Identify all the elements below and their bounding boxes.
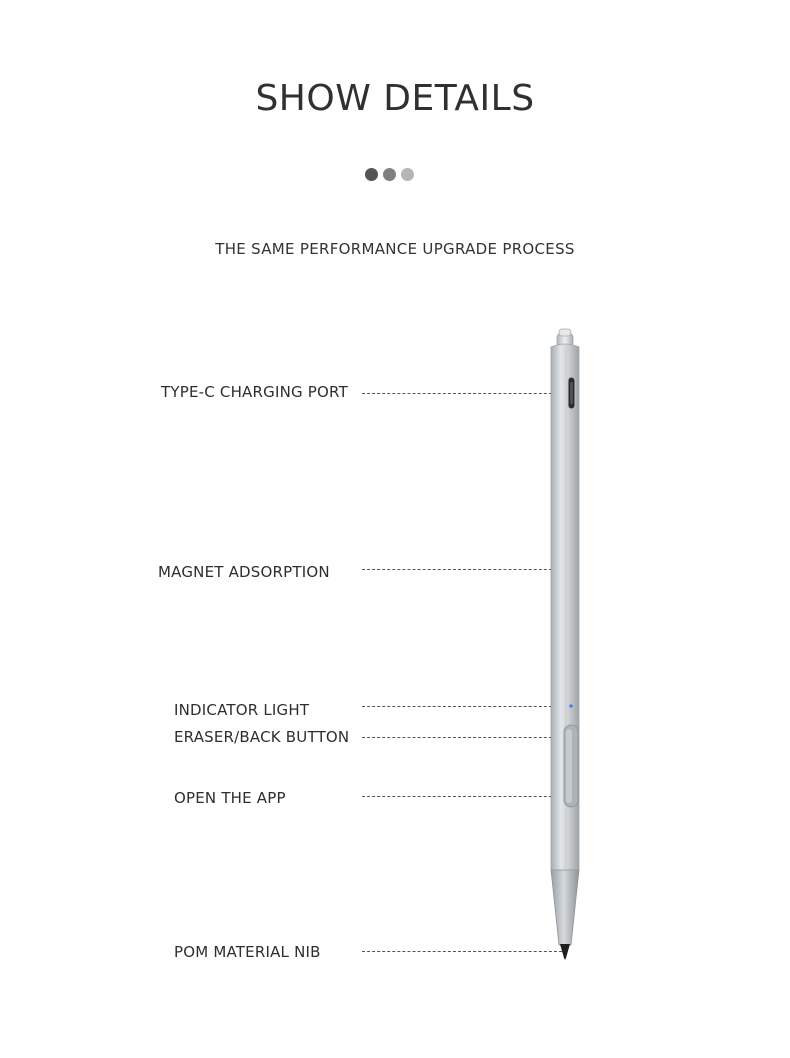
callout-label-type-c: TYPE-C CHARGING PORT [161, 383, 348, 401]
pager-dot-1[interactable] [365, 168, 378, 181]
pen-taper [551, 870, 579, 945]
page-subtitle: THE SAME PERFORMANCE UPGRADE PROCESS [215, 240, 575, 258]
callout-label-open-app: OPEN THE APP [174, 789, 286, 807]
callout-label-nib: POM MATERIAL NIB [174, 943, 321, 961]
callout-leader-magnet [362, 569, 562, 570]
callout-label-eraser: ERASER/BACK BUTTON [174, 728, 350, 746]
indicator-light-icon [569, 704, 572, 707]
callout-leader-indicator [362, 706, 562, 707]
callout-leader-eraser [362, 737, 562, 738]
page-title: SHOW DETAILS [255, 78, 535, 119]
pager-dot-2[interactable] [383, 168, 396, 181]
pen-nib [560, 944, 570, 960]
pager-dot-3[interactable] [401, 168, 414, 181]
stylus-pen-illustration [540, 325, 600, 965]
callout-label-indicator: INDICATOR LIGHT [174, 701, 310, 719]
callout-leader-open-app [362, 796, 562, 797]
pager-dots [365, 168, 425, 182]
callout-leader-nib [362, 951, 562, 952]
callout-label-magnet: MAGNET ADSORPTION [158, 563, 330, 581]
callout-leader-type-c [362, 393, 562, 394]
